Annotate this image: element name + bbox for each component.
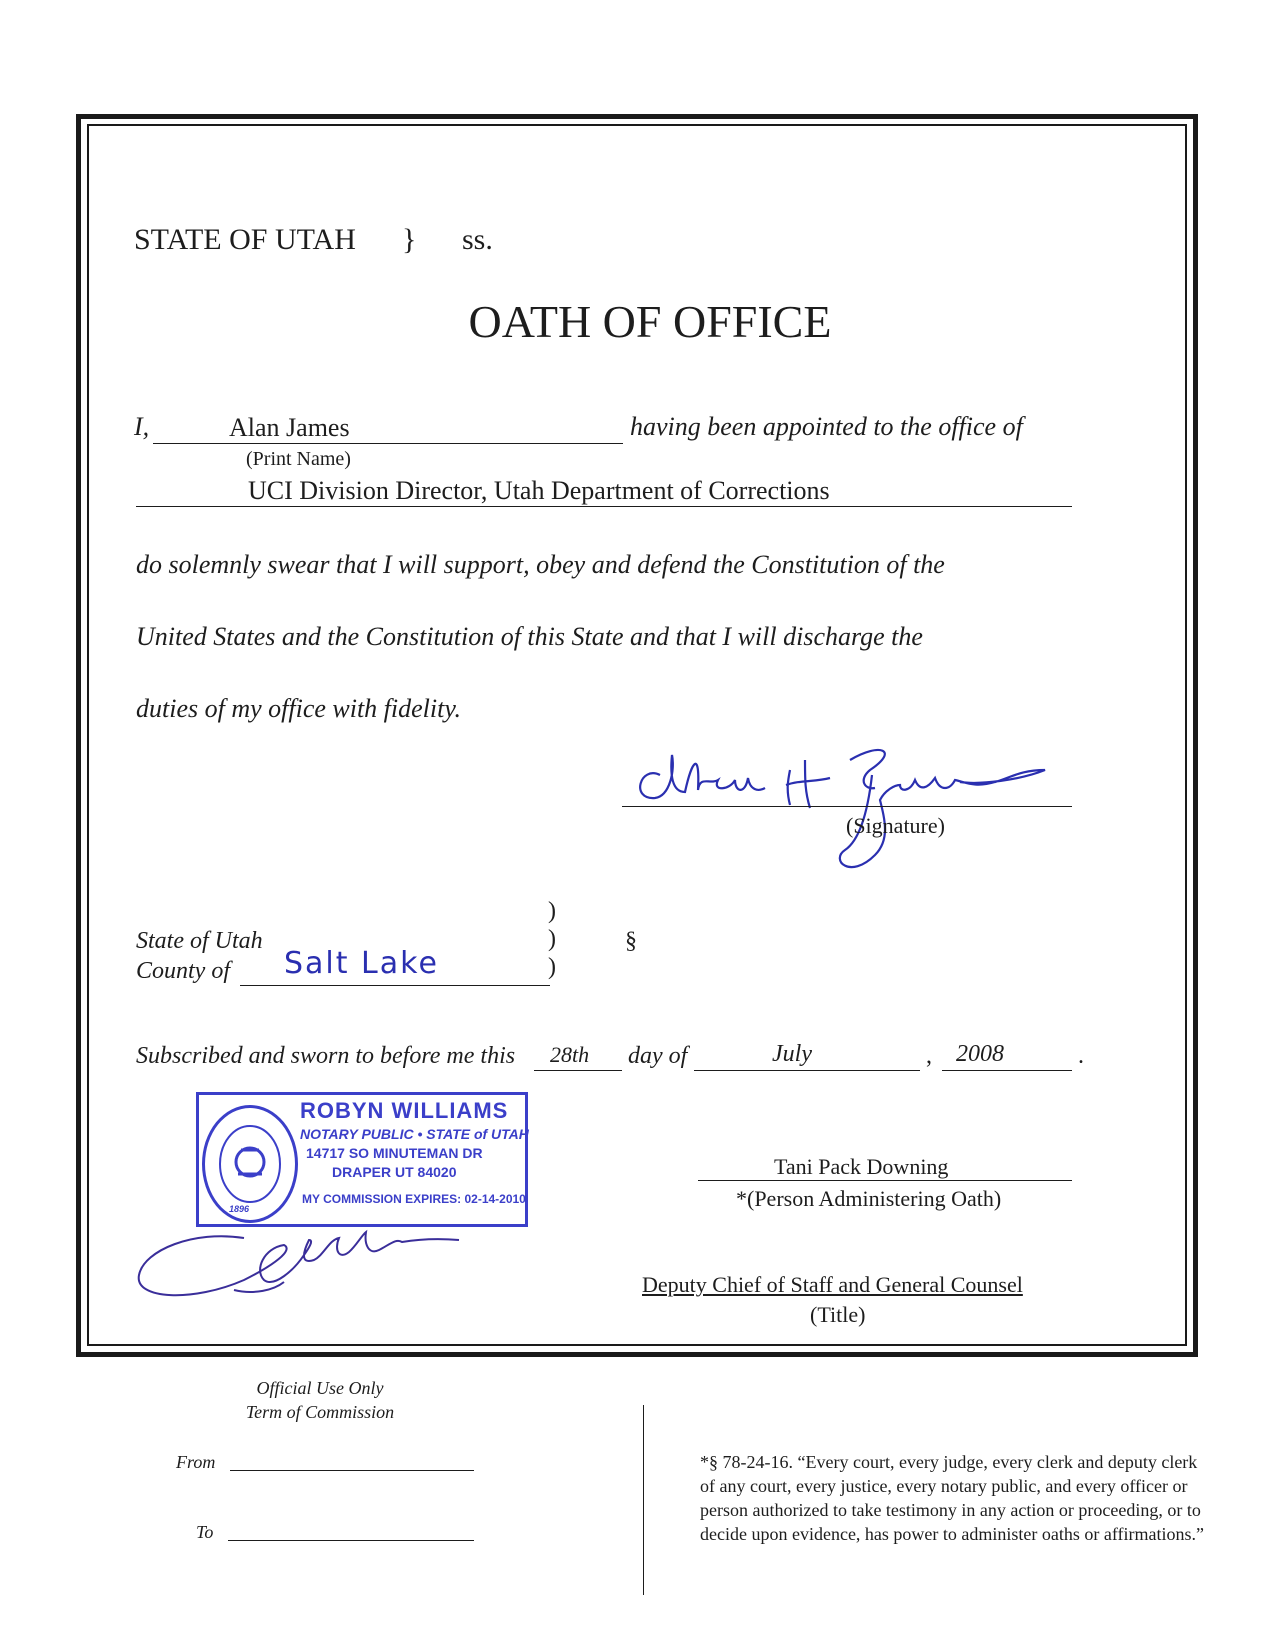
state-of-utah-heading: STATE OF UTAH <box>134 223 356 256</box>
notary-name: ROBYN WILLIAMS <box>300 1098 509 1123</box>
appointed-text: having been appointed to the office of <box>630 412 1023 441</box>
official-use-heading: Official Use Only <box>256 1378 384 1398</box>
jurat-comma: , <box>926 1043 932 1069</box>
oath-line-1: do solemnly swear that I will support, obey and defend the Constitution of the <box>136 550 945 579</box>
county-handwritten-value: Salt Lake <box>284 946 439 981</box>
venue-paren-2: ) <box>548 926 556 952</box>
administrator-name-value: Tani Pack Downing <box>774 1154 949 1179</box>
county-line <box>240 946 550 986</box>
day-value: 28th <box>550 1042 590 1067</box>
from-label: From <box>176 1452 216 1472</box>
seal-year: 1896 <box>229 1204 250 1214</box>
oath-line-2: United States and the Constitution of this State and that I will discharge the <box>136 622 923 651</box>
to-label: To <box>196 1522 214 1542</box>
notary-signature <box>134 1210 494 1310</box>
office-line <box>136 474 1072 507</box>
day-of-label: day of <box>628 1043 688 1069</box>
document-title: OATH OF OFFICE <box>468 296 832 347</box>
venue-county-label: County of <box>136 958 230 984</box>
year-line <box>942 1040 1072 1071</box>
notary-line-1: NOTARY PUBLIC • STATE of UTAH <box>300 1126 529 1142</box>
administrator-name-line <box>698 1150 1072 1181</box>
venue-state-label: State of Utah <box>136 928 263 954</box>
i-prefix: I, <box>134 412 150 441</box>
oath-line-3: duties of my office with fidelity. <box>136 694 461 723</box>
ss-label: ss. <box>462 223 493 256</box>
venue-paren-1: ) <box>548 898 556 924</box>
administrator-title-caption: (Title) <box>810 1302 866 1327</box>
signature-line <box>622 776 1072 807</box>
notary-line-4: MY COMMISSION EXPIRES: 02-14-2010 <box>302 1192 526 1206</box>
administrator-title-value: Deputy Chief of Staff and General Counsel <box>642 1272 1023 1297</box>
notary-line-3: DRAPER UT 84020 <box>332 1164 457 1180</box>
print-name-value: Alan James <box>229 413 350 442</box>
year-value: 2008 <box>956 1041 1004 1067</box>
print-name-caption: (Print Name) <box>246 448 351 470</box>
to-field[interactable] <box>228 1520 474 1541</box>
notary-line-2: 14717 SO MINUTEMAN DR <box>306 1145 483 1161</box>
signature-caption: (Signature) <box>846 813 945 838</box>
venue-paren-3: ) <box>548 954 556 980</box>
administrator-name-caption: *(Person Administering Oath) <box>736 1186 1002 1211</box>
section-symbol: § <box>625 928 637 954</box>
jurat-prefix: Subscribed and sworn to before me this <box>136 1043 516 1069</box>
statute-footnote: *§ 78-24-16. “Every court, every judge, every clerk and deputy clerk of any court, every justice, every notary public, and every officer or person authorized to take testimony in any action or proceeding, or to decide upon evidence, has power to administer oaths or affirmations.” <box>700 1452 1205 1544</box>
jurat-period: . <box>1078 1043 1084 1069</box>
month-line <box>694 1040 920 1071</box>
day-line <box>534 1040 622 1071</box>
month-value: July <box>772 1041 812 1067</box>
office-value: UCI Division Director, Utah Department of Corrections <box>248 476 830 505</box>
section-divider <box>643 1405 644 1595</box>
venue-brace: } <box>402 223 417 256</box>
from-field[interactable] <box>230 1450 474 1471</box>
print-name-line <box>153 413 623 444</box>
term-of-commission-heading: Term of Commission <box>245 1402 395 1422</box>
notary-seal-icon <box>202 1105 298 1223</box>
